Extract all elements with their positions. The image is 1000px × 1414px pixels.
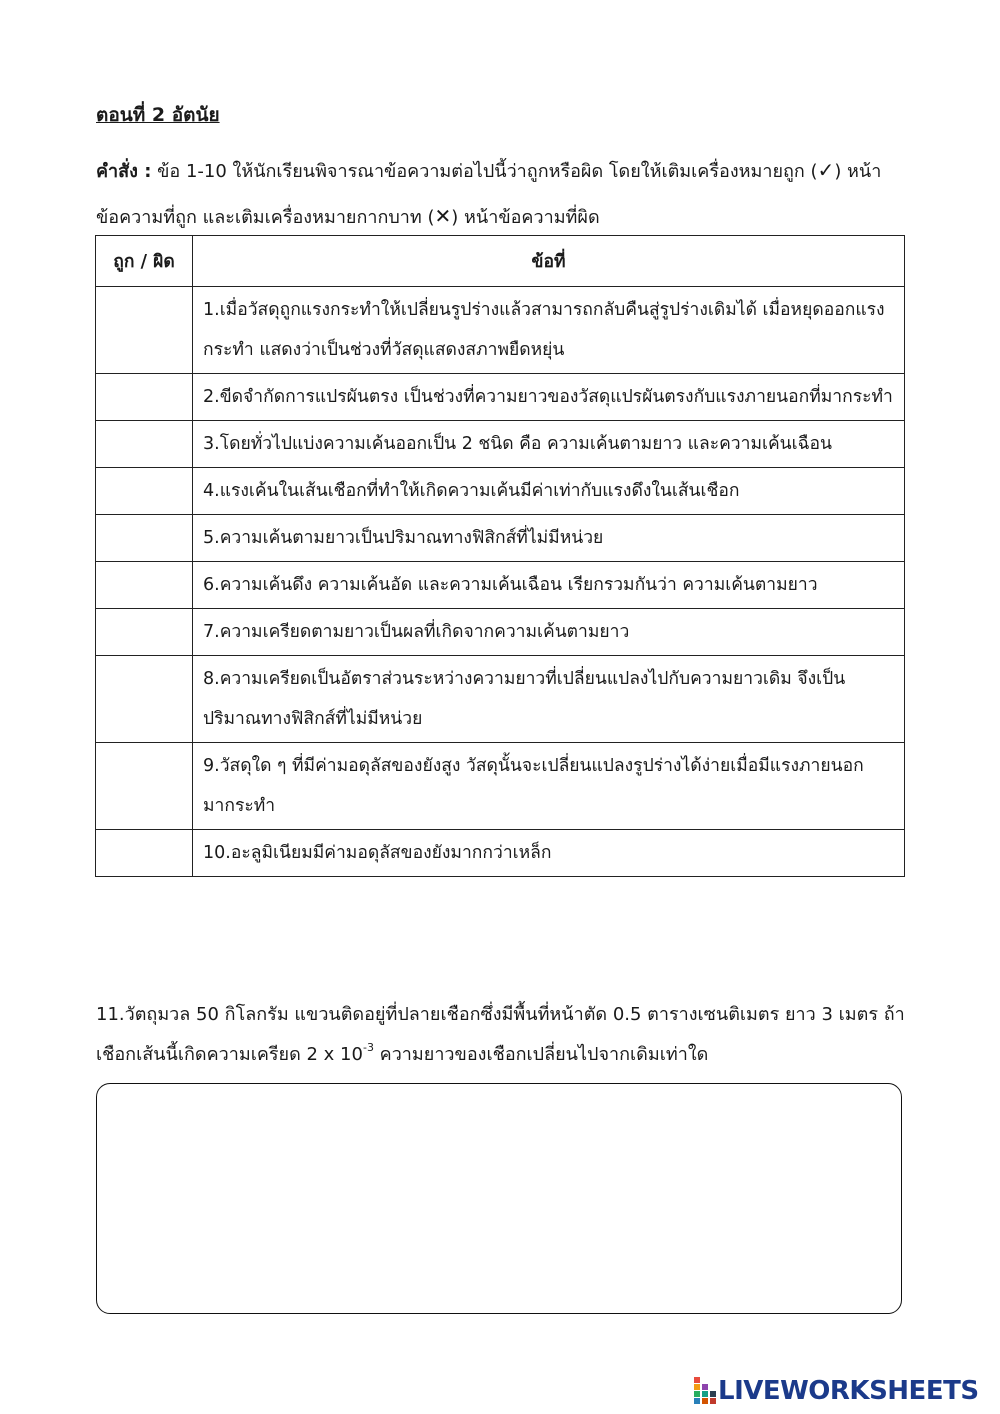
answer-cell-5[interactable] [96,515,193,562]
header-question: ข้อที่ [193,236,905,287]
table-row [96,562,905,609]
question-11 [96,995,908,1075]
cross-mark-icon: ✕ [434,204,452,228]
answer-box[interactable] [96,1083,902,1314]
statement-4: 4.แรงเค้นในเส้นเชือกที่ทำให้เกิดความเค้นมีค่าเท่ากับแรงดึงในเส้นเชือก [193,468,905,515]
statement-1: 1.เมื่อวัสดุถูกแรงกระทำให้เปลี่ยนรูปร่างแล้วสามารถกลับคืนสู่รูปร่างเดิมได้ เมื่อหยุดออกแรงกระทำ แสดงว่าเป็นช่วงที่วัสดุแสดงสภาพยืดหยุ่น [193,287,905,374]
instruction [96,148,908,240]
answer-cell-1[interactable] [96,287,193,374]
statement-8: 8.ความเครียดเป็นอัตราส่วนระหว่างความยาวที่เปลี่ยนแปลงไปกับความยาวเดิม จึงเป็นปริมาณทางฟิสิกส์ที่ไม่มีหน่วย [193,656,905,743]
table-row [96,609,905,656]
table-row [96,287,905,374]
answer-cell-10[interactable] [96,830,193,877]
liveworksheets-logo [694,1376,979,1406]
section-title: ตอนที่ 2 อัตนัย [96,104,220,126]
answer-cell-2[interactable] [96,374,193,421]
statement-5: 5.ความเค้นตามยาวเป็นปริมาณทางฟิสิกส์ที่ไม่มีหน่วย [193,515,905,562]
answer-cell-9[interactable] [96,743,193,830]
liveworksheets-logo-icon [694,1377,716,1405]
table-row [96,515,905,562]
answer-cell-3[interactable] [96,421,193,468]
instruction-text-3: ) หน้าข้อความที่ผิด [451,207,600,228]
liveworksheets-brand-text: LIVEWORKSHEETS [718,1376,979,1406]
question-11-exponent: -3 [362,1041,374,1054]
table-row [96,830,905,877]
table-row [96,421,905,468]
statement-2: 2.ขีดจำกัดการแปรผันตรง เป็นช่วงที่ความยาวของวัสดุแปรผันตรงกับแรงภายนอกที่มากระทำ [193,374,905,421]
statement-3: 3.โดยทั่วไปแบ่งความเค้นออกเป็น 2 ชนิด คือ ความเค้นตามยาว และความเค้นเฉือน [193,421,905,468]
answer-cell-4[interactable] [96,468,193,515]
instruction-text-2: ) หน้าข้อความที่ถูก และเติมเครื่องหมายกากบาท ( [96,161,882,228]
true-false-table [95,235,905,877]
answer-cell-8[interactable] [96,656,193,743]
table-header-row [96,236,905,287]
instruction-label: คำสั่ง : [96,161,152,182]
answer-cell-7[interactable] [96,609,193,656]
instruction-text-1: ข้อ 1-10 ให้นักเรียนพิจารณาข้อความต่อไปนี้ว่าถูกหรือผิด โดยให้เติมเครื่องหมายถูก ( [157,161,818,182]
answer-cell-6[interactable] [96,562,193,609]
statement-7: 7.ความเครียดตามยาวเป็นผลที่เกิดจากความเค้นตามยาว [193,609,905,656]
check-mark-icon: ✓ [817,158,835,182]
table-row [96,656,905,743]
table-row [96,743,905,830]
table-row [96,468,905,515]
statement-10: 10.อะลูมิเนียมมีค่ามอดุลัสของยังมากกว่าเหล็ก [193,830,905,877]
question-11-text-2: ความยาวของเชือกเปลี่ยนไปจากเดิมเท่าใด [373,1044,709,1065]
statement-9: 9.วัสดุใด ๆ ที่มีค่ามอดุลัสของยังสูง วัสดุนั้นจะเปลี่ยนแปลงรูปร่างได้ง่ายเมื่อมีแรงภายนอกมากระทำ [193,743,905,830]
table-row [96,374,905,421]
question-11-text-1: 11.วัตถุมวล 50 กิโลกรัม แขวนติดอยู่ที่ปลายเชือกซึ่งมีพื้นที่หน้าตัด 0.5 ตารางเซนติเมตร ยาว 3 เมตร ถ้าเชือกเส้นนี้เกิดความเครียด 2 x 10 [96,1004,905,1065]
statement-6: 6.ความเค้นดึง ความเค้นอัด และความเค้นเฉือน เรียกรวมกันว่า ความเค้นตามยาว [193,562,905,609]
header-answer: ถูก / ผิด [96,236,193,287]
